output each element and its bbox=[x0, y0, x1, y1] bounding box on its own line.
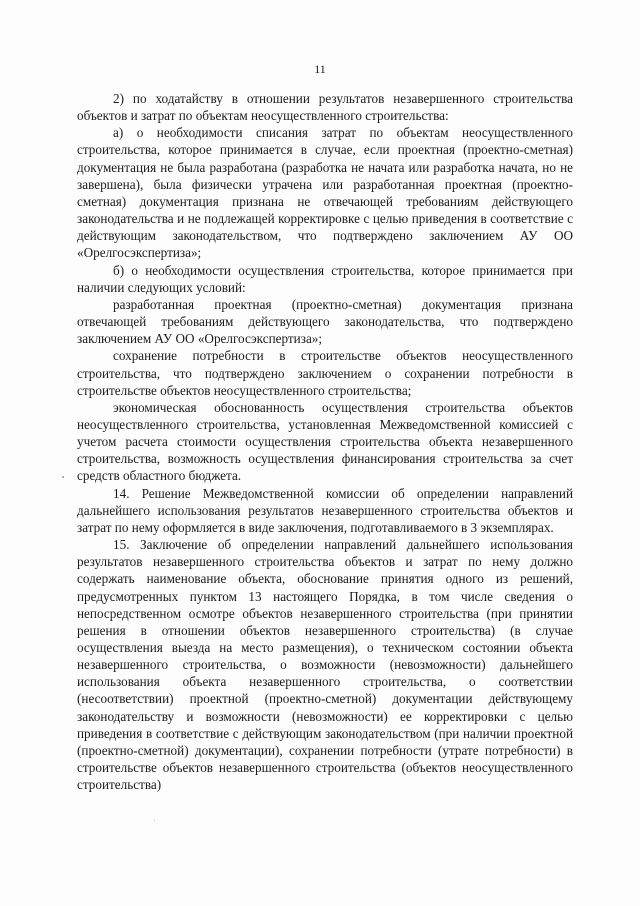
scan-artifact bbox=[62, 476, 64, 478]
document-body bbox=[77, 90, 573, 793]
paragraph-condition-2: сохранение потребности в строительстве объектов неосуществленного строительства, что подтверждено заключением о сохранении потребности в строительстве объектов неосуществленного строительства; bbox=[77, 348, 573, 398]
scan-artifact bbox=[154, 820, 155, 821]
page-number: 11 bbox=[314, 62, 326, 76]
paragraph-subitem-b: б) о необходимости осуществления строительства, которое принимается при наличии следующих условий: bbox=[77, 262, 573, 295]
paragraph-condition-3: экономическая обоснованность осуществления строительства объектов неосуществленного строительства, установленная Межведомственной комиссией с учетом расчета стоимости осуществления строительства объекта незавершенного строительства, возможность осуществления финансирования строительства за счет средств областного бюджета. bbox=[77, 399, 573, 484]
paragraph-subitem-a: а) о необходимости списания затрат по объектам неосуществленного строительства, которое принимается в случае, если проектная (проектно-сметная) документация не была разработана (разработка не начата или разработка начата, но не завершена), была физически утрачена или разработанная проектная (проектно-сметная) документация признана не отвечающей требованиям действующего законодательства и не подлежащей корректировке с целью приведения в соответствие с действующим законодательством, что подтверждено заключением АУ ОО «Орелгосэкспертиза»; bbox=[77, 125, 573, 261]
paragraph-clause-14: 14. Решение Межведомственной комиссии об определении направлений дальнейшего использования результатов незавершенного строительства объектов и затрат по нему оформляется в виде заключения, подготавливаемого в 3 экземплярах. bbox=[77, 485, 573, 535]
paragraph-item-2: 2) по ходатайству в отношении результатов незавершенного строительства объектов и затрат по объектам неосуществленного строительства: bbox=[77, 91, 573, 124]
paragraph-clause-15: 15. Заключение об определении направлений дальнейшего использования результатов незавершенного строительства объектов и затрат по нему должно содержать наименование объекта, обоснование принятия одного из решений, предусмотренных пунктом 13 настоящего Порядка, в том числе сведения о непосредственном осмотре объектов незавершенного строительства (при принятии решения в отношении объектов незавершенного строительства) (в случае осуществления выезда на место размещения), о техническом состоянии объекта незавершенного строительства, о возможности (невозможности) дальнейшего использования объекта незавершенного строительства, о соответствии (несоответствии) проектной (проектно-сметной) документации действующему законодательству и возможности (невозможности) ее корректировки с целью приведения в соответствие с действующим законодательством (при наличии проектной (проектно-сметной) документации), сохранении потребности (утрате потребности) в строительстве объектов незавершенного строительства (объектов неосуществленного строительства) bbox=[77, 537, 573, 793]
paragraph-condition-1: разработанная проектная (проектно-сметная) документация признана отвечающей требованиям действующего законодательства, что подтверждено заключением АУ ОО «Орелгосэкспертиза»; bbox=[77, 296, 573, 347]
